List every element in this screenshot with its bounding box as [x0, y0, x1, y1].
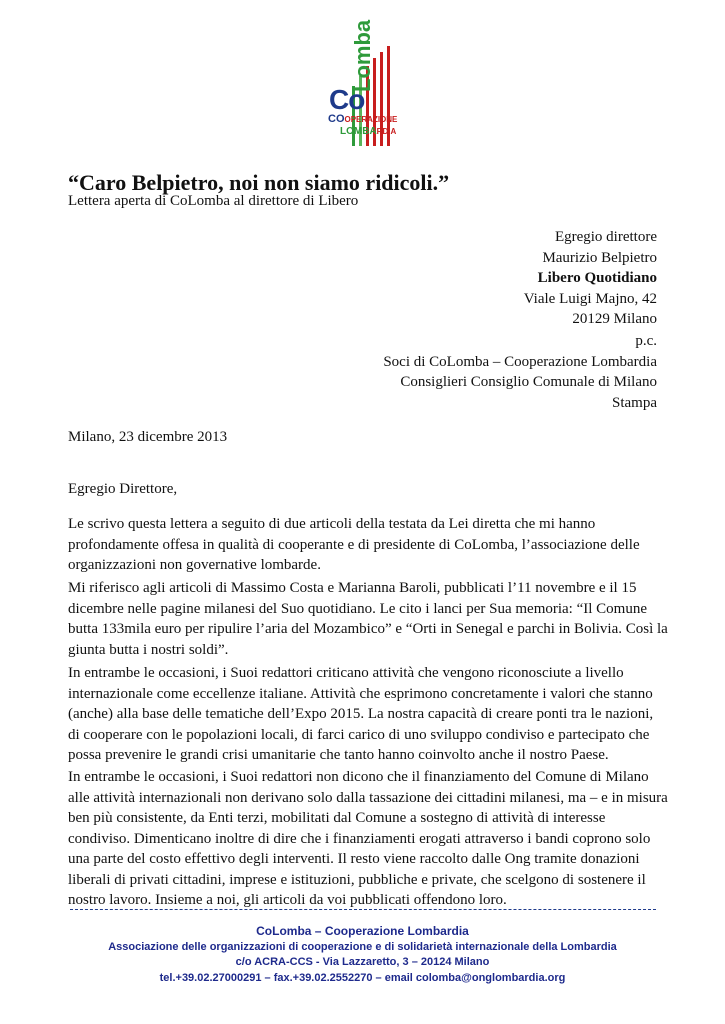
body-paragraph: Le scrivo questa lettera a seguito di due articoli della testata da Lei diretta che mi hanno profondamente offesa in qualità di cooperante e di presidente di CoLomba, l’associazione delle organizzazioni non governative lombarde.: [68, 516, 640, 573]
logo-operazione: OPERAZIONE: [344, 115, 398, 124]
logo-cooperazione: [328, 113, 397, 125]
logo-lomba-text: Lomba: [350, 19, 375, 92]
recipient-block: [524, 227, 657, 330]
logo-lombardia: [340, 126, 396, 137]
colomba-logo: [326, 19, 410, 146]
cc-block: [383, 331, 657, 413]
letter-title: “Caro Belpietro, noi non siamo ridicoli.”: [68, 170, 450, 195]
logo-co-small: CO: [328, 113, 345, 125]
footer-description: Associazione delle organizzazioni di cooperazione e di solidarietà internazionale della Lombardia: [108, 940, 617, 953]
body-paragraph: In entrambe le occasioni, i Suoi redattori non dicono che il finanziamento del Comune di Milano alle attività internazionali non derivano solo dalla tassazione dei cittadini milanesi, ma – e in misura ben più consistente, da Enti terzi, mobilitati dal Comune a sostegno di attività di interesse condiviso. Dimenticano inoltre di dire che i finanziamenti erogati attraverso i bandi coprono solo una parte del costo effettivo degli interventi. Il resto viene raccolto dalle Ong tramite donazioni liberali di privati cittadini, imprese e istituzioni, pubbliche e private, che scelgono di sostenere il nostro lavoro. Insieme a noi, gli articoli da voi pubblicati offendono loro.: [68, 769, 668, 908]
cc-line: Stampa: [612, 394, 657, 411]
recipient-name: Maurizio Belpietro: [542, 249, 657, 266]
footer-org-name: CoLomba – Cooperazione Lombardia: [256, 924, 469, 938]
footer-address: c/o ACRA-CCS - Via Lazzaretto, 3 – 20124 Milano: [235, 956, 490, 968]
recipient-city: 20129 Milano: [572, 311, 657, 327]
body-paragraph: Mi riferisco agli articoli di Massimo Costa e Marianna Baroli, pubblicati l’11 novembre e il 15 dicembre nelle pagine milanesi del Suo quotidiano. Le cito i lanci per Sua memoria: “Il Comune butta 133mila euro per ripulire l’aria del Mozambico” e “Orti in Senegal e parchi in Bolivia. Così la giunta butta i nostri soldi”.: [68, 580, 668, 658]
cc-label: p.c.: [635, 333, 657, 349]
letter-subtitle: Lettera aperta di CoLomba al direttore di Libero: [68, 193, 359, 209]
footer-divider: [70, 909, 656, 910]
cc-line: Soci di CoLomba – Cooperazione Lombardia: [383, 353, 657, 370]
logo-rdia: RDIA: [376, 127, 397, 136]
footer-contacts: tel.+39.02.27000291 – fax.+39.02.2552270 – email colomba@onglombardia.org: [159, 971, 566, 984]
recipient-line: Egregio direttore: [554, 229, 657, 245]
letter-date: Milano, 23 dicembre 2013: [68, 429, 228, 445]
recipient-newspaper: Libero Quotidiano: [537, 270, 657, 286]
recipient-street: Viale Luigi Majno, 42: [523, 290, 657, 307]
cc-line: Consiglieri Consiglio Comunale di Milano: [400, 374, 657, 390]
footer: [40, 924, 685, 986]
logo-lomba-small: LOMBA: [340, 126, 377, 137]
salutation: Egregio Direttore,: [68, 481, 178, 497]
logo-co-text: Co: [329, 84, 365, 115]
body-paragraph: In entrambe le occasioni, i Suoi redattori criticano attività che vengono riconosciute a livello internazionale come eccellenze italiane. Attività che esprimono concretamente i valori che stanno (anche) alla base delle tematiche dell’Expo 2015. La nostra capacità di creare ponti tra le nazioni, di cooperare con le popolazioni locali, di farci carico di uno sviluppo condiviso e partecipato che possa prevenire le grandi crisi umanitarie che tanto hanno coinvolto anche il nostro Paese.: [68, 665, 654, 763]
